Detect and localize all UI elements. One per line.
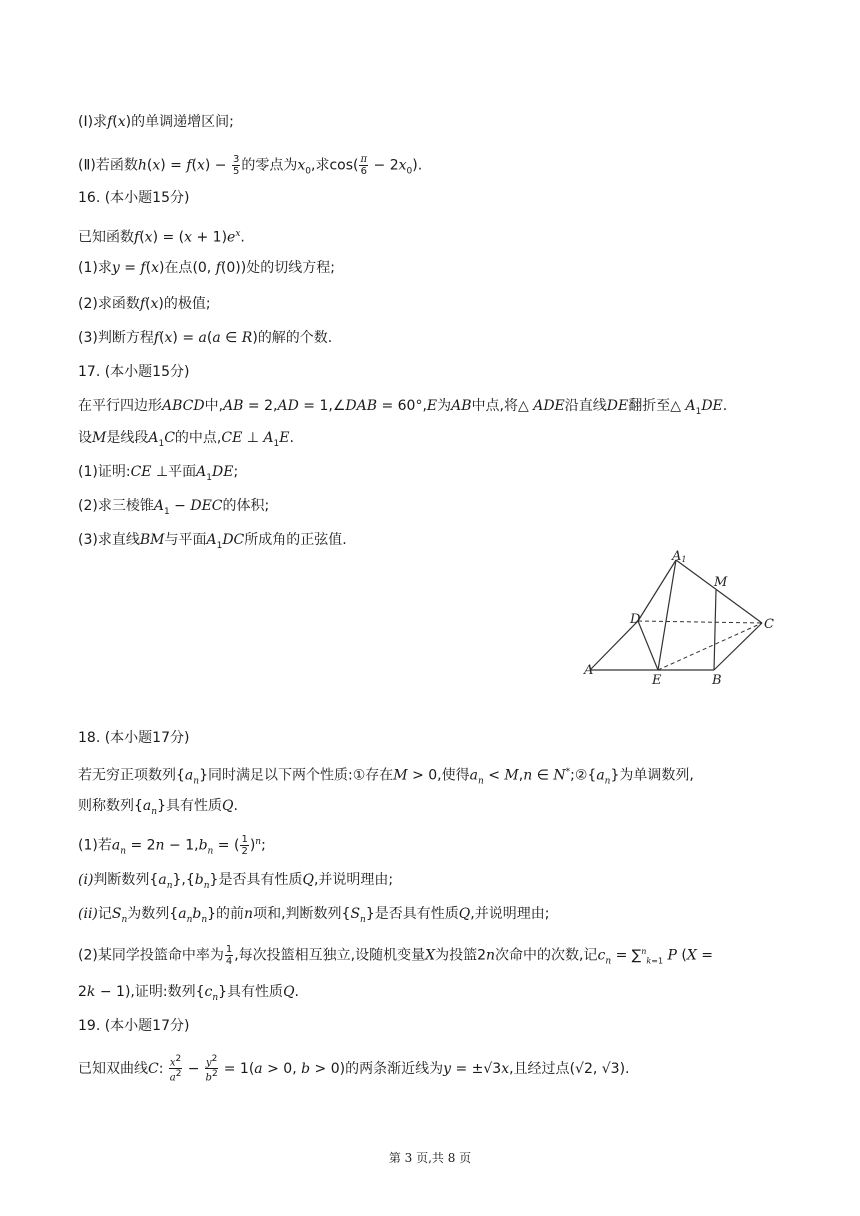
q16-intro: 已知函数$f(x) = (x + 1)e^x$. <box>78 229 245 246</box>
label-a: A <box>584 663 594 678</box>
part-1-line: (Ⅰ)求f(x)的单调递增区间; <box>78 114 234 130</box>
q16-part-2: (2)求函数f(x)的极值; <box>78 296 211 312</box>
question-19-heading: 19. (本小题17分) <box>78 1018 190 1034</box>
edge-de <box>638 621 658 670</box>
q18-intro: 若无穷正项数列$\{a_n\}$同时满足以下两个性质:①存在M > 0,使得$a_n < M,n$ ∈ $N^*;②\{a_n\}$为单调数列, <box>78 767 694 787</box>
q16-part-3: (3)判断方程f(x) = a(a ∈ R)的解的个数. <box>78 330 333 346</box>
q17-part-2: (2)求三棱锥$A_1$ − DEC的体积; <box>78 498 270 517</box>
page-footer: 第 3 页,共 8 页 <box>388 1151 472 1165</box>
q18-part-2: (2)某同学投篮命中率为 $\frac{1}{4}$ ,每次投篮相互独立,设随机变量X为投篮2n次命中的次数,记$c_n = \sum^n_{k=1}$ P (X = <box>78 944 713 968</box>
q18-part-1-ii: (ii)记$S_n$为数列$\{a_nb_n\}$的前n项和,判断数列$\{S_n\}$是否具有性质Q,并说明理由; <box>78 906 550 925</box>
edge-ec-dashed <box>658 623 762 670</box>
q17-part-1: (1)证明:CE ⊥平面$A_1DE$; <box>78 464 239 483</box>
edge-dc-dashed <box>638 621 762 623</box>
label-m: M <box>714 575 728 590</box>
q19-intro: 已知双曲线C: $\frac{x^2}{a^2}$ − $\frac{y^2}{b^2}$ = 1(a > 0, b > 0)的两条渐近线为y = ±√3x,且经过点(√2, √3). <box>78 1054 630 1084</box>
label-d: D <box>630 612 641 627</box>
edge-ad <box>590 621 638 670</box>
question-17-heading: 17. (本小题15分) <box>78 364 190 380</box>
edge-ea1 <box>658 560 676 670</box>
part-2-line: (Ⅱ)若函数h(x) = f(x) − $\frac{3}{5}$ 的零点为$x_0$,求cos( $\frac{\pi}{6}$ − $2x_0$). <box>78 154 423 177</box>
question-16-heading: 16. (本小题15分) <box>78 190 190 206</box>
q18-definition: 则称数列$\{a_n\}$具有性质Q. <box>78 798 238 817</box>
label-a1: A1 <box>672 549 687 564</box>
q17-condition: 设M是线段$A_1C$的中点,CE ⊥ $A_1E$. <box>78 430 294 449</box>
edge-mb <box>714 590 716 670</box>
q18-part-2-cont: 2k − 1),证明:数列$\{c_n\}$具有性质Q. <box>78 984 299 1003</box>
edge-a1c <box>676 560 762 623</box>
label-e: E <box>652 673 662 688</box>
q18-part-1: (1)若$a_n = 2n - 1,b_n$ = ( $\frac{1}{2}$ )$^n$; <box>78 834 266 858</box>
edge-da1 <box>638 560 676 621</box>
pyramid-figure <box>580 548 780 690</box>
q17-part-3: (3)求直线BM与平面$A_1DC$所成角的正弦值. <box>78 532 347 551</box>
label-b: B <box>712 673 722 688</box>
question-18-heading: 18. (本小题17分) <box>78 730 190 746</box>
label-c: C <box>764 617 774 632</box>
edge-bc <box>714 623 762 670</box>
q18-part-1-i: (i)判断数列$\{a_n\},\{b_n\}$是否具有性质Q,并说明理由; <box>78 872 394 891</box>
q17-intro: 在平行四边形ABCD中,AB = 2,AD = 1,∠DAB = 60°,E为AB中点,将△ ADE沿直线DE翻折至△ $A_1DE$. <box>78 398 728 417</box>
q16-part-1: (1)求y = f(x)在点(0, f(0))处的切线方程; <box>78 260 335 276</box>
